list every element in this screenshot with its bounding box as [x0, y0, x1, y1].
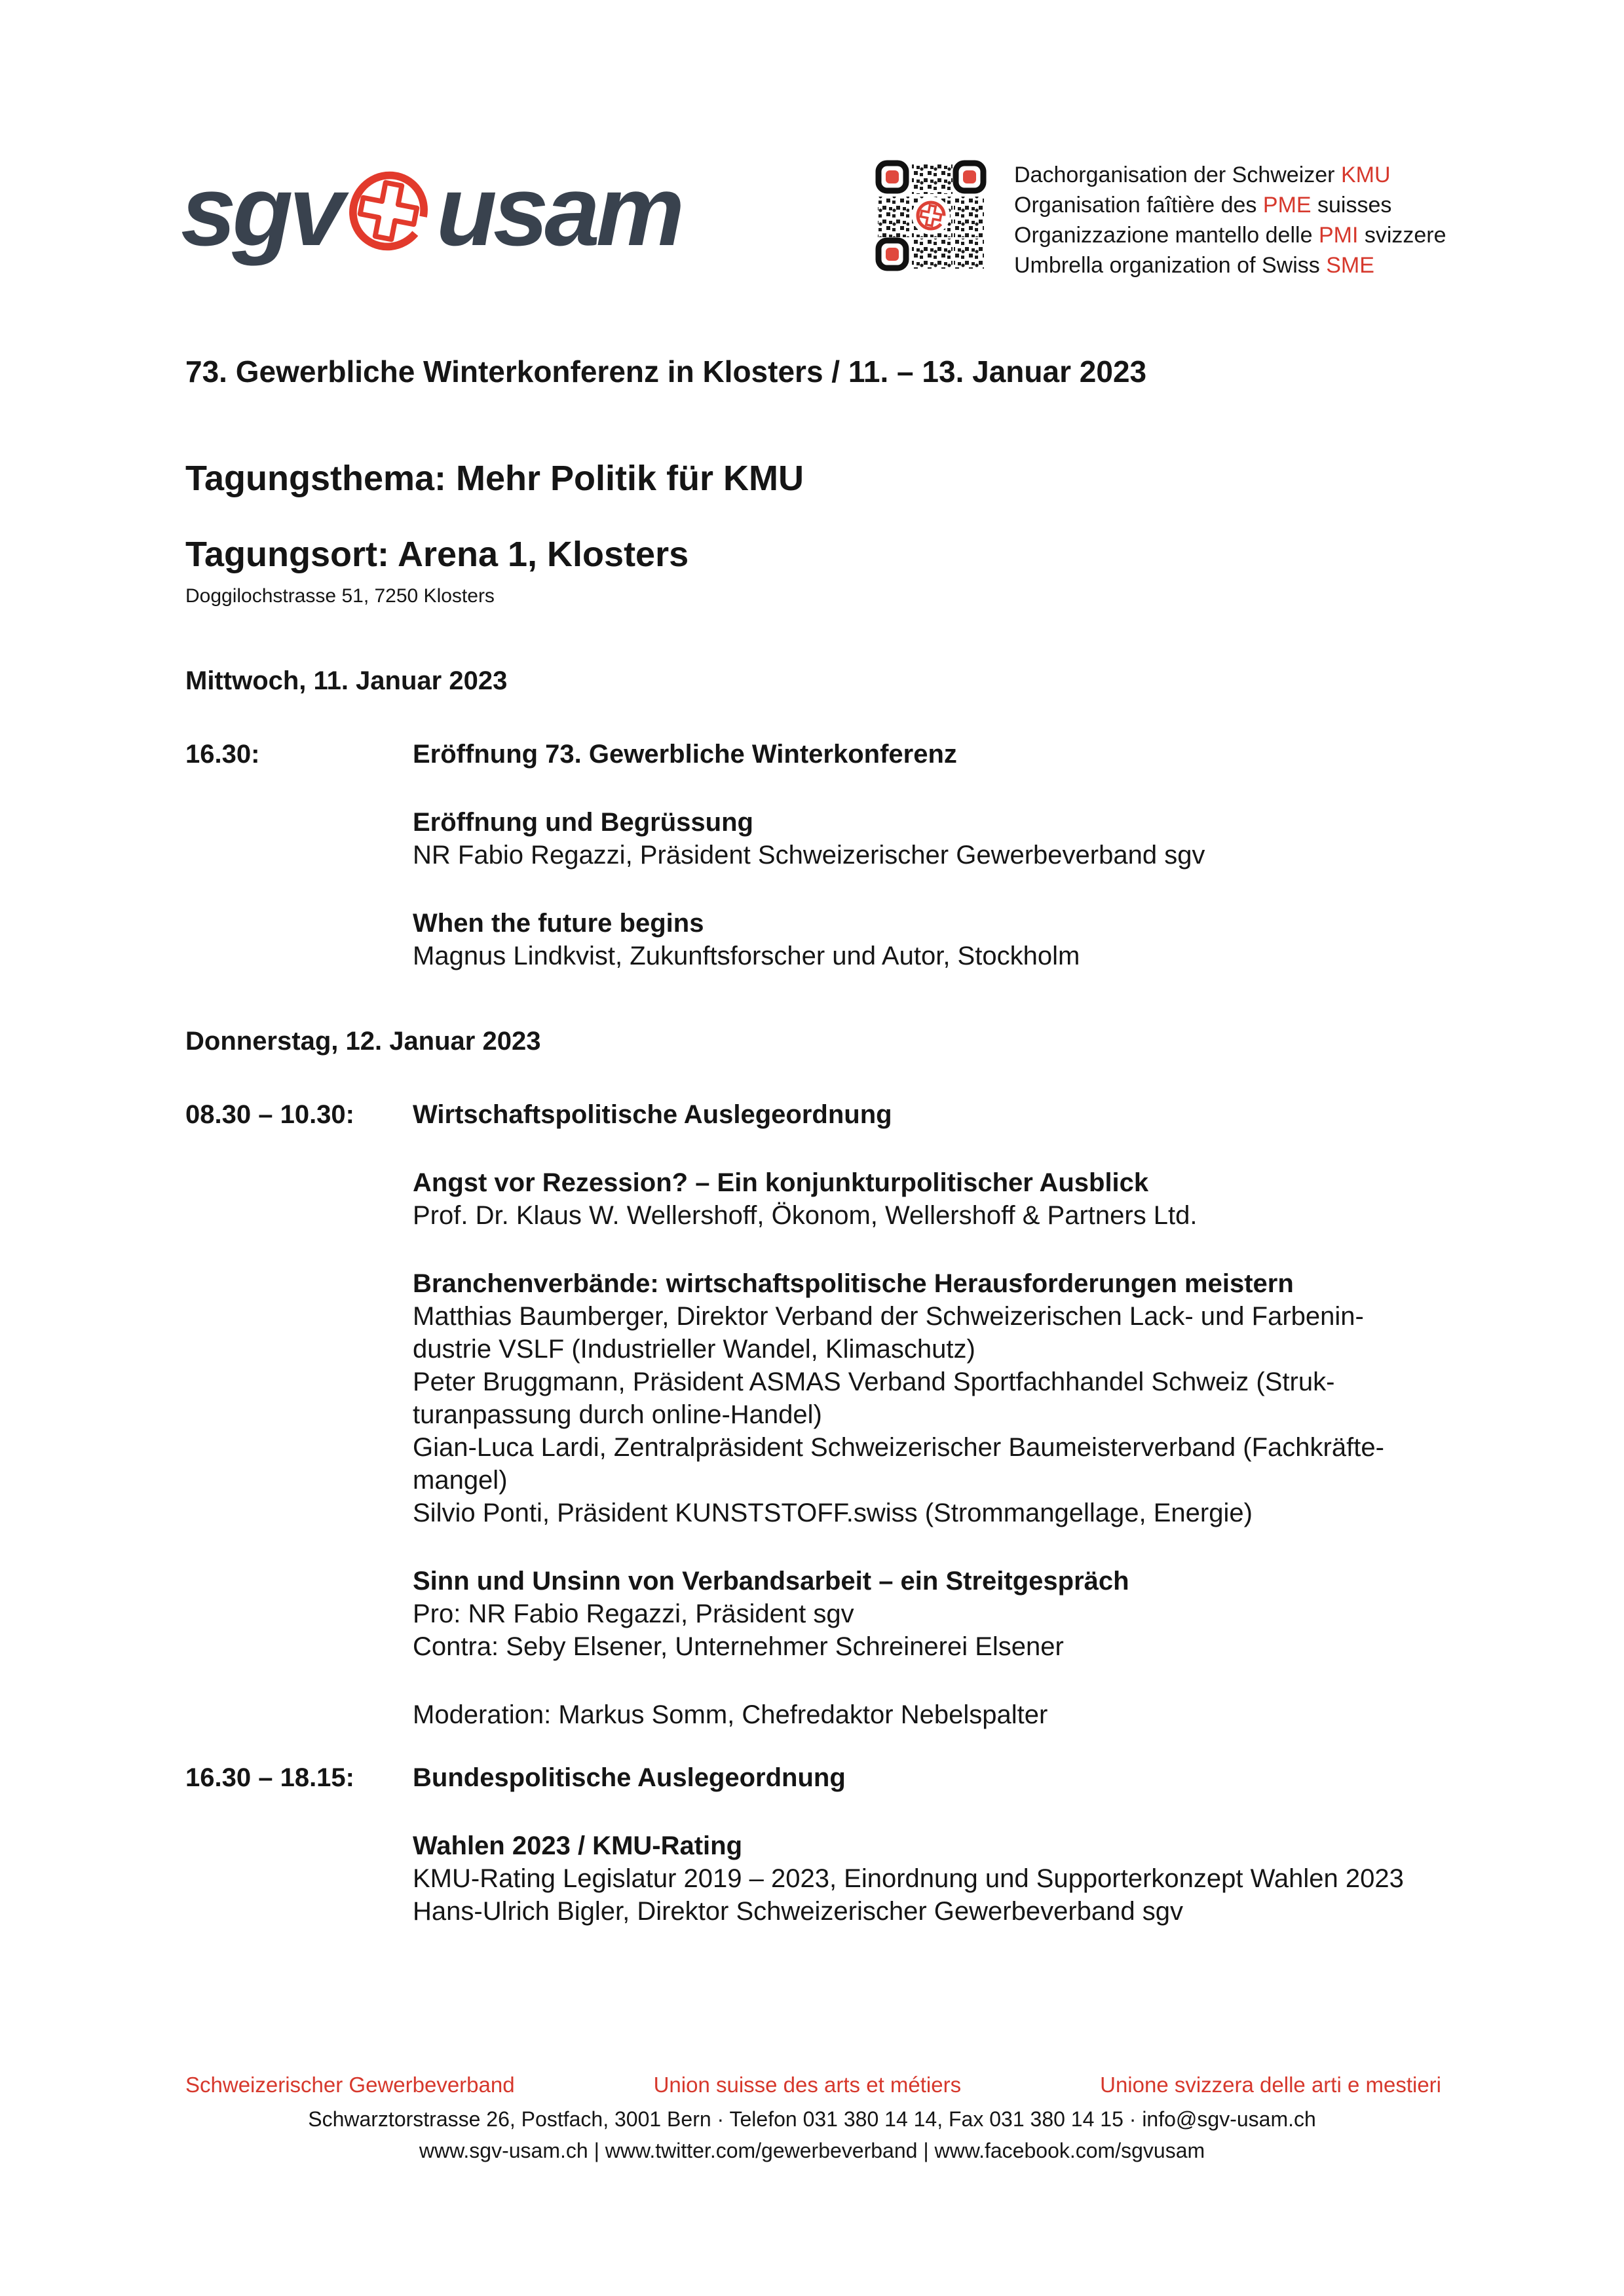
agenda-item-title: When the future begins [413, 909, 704, 938]
agenda-item [413, 907, 1441, 972]
tagline-text: Organizzazione mantello delle [1014, 223, 1319, 248]
session-time: 16.30 – 18.15: [185, 1763, 354, 1792]
org-tagline-it [1014, 220, 1446, 250]
logo-text-sgv: sgv [181, 155, 341, 267]
theme-heading: Tagungsthema: Mehr Politik für KMU [185, 459, 804, 498]
tagline-text: suisses [1311, 193, 1392, 218]
session-title: Bundespolitische Auslegeordnung [413, 1763, 846, 1792]
agenda-item-title: Angst vor Rezession? – Ein konjunkturpolitischer Ausblick [413, 1168, 1149, 1197]
agenda-item-line: Matthias Baumberger, Direktor Verband der Schweizerischen Lack- und Farbenin- [413, 1302, 1364, 1331]
agenda-item [413, 1829, 1441, 1928]
tagline-abbr: PME [1262, 193, 1312, 218]
footer-websites: www.sgv-usam.ch | www.twitter.com/gewerbeverband | www.facebook.com/sgvusam [419, 2139, 1205, 2162]
agenda-item-line: Contra: Seby Elsener, Unternehmer Schreinerei Elsener [413, 1632, 1064, 1661]
agenda-item-line: Hans-Ulrich Bigler, Direktor Schweizerischer Gewerbeverband sgv [413, 1897, 1183, 1926]
agenda-item-title: Branchenverbände: wirtschaftspolitische Herausforderungen meistern [413, 1269, 1294, 1298]
org-tagline-en [1014, 250, 1446, 280]
session-time: 08.30 – 10.30: [185, 1100, 354, 1129]
agenda-item-line: KMU-Rating Legislatur 2019 – 2023, Einordnung und Supporterkonzept Wahlen 2023 [413, 1864, 1404, 1893]
tagline-abbr: SME [1326, 253, 1374, 278]
agenda-item-moderation [413, 1698, 1441, 1731]
tagline-abbr: KMU [1340, 163, 1391, 187]
agenda-item-line: mangel) [413, 1466, 508, 1495]
agenda-item-line: NR Fabio Regazzi, Präsident Schweizerischer Gewerbeverband sgv [413, 841, 1205, 870]
tagline-text: Organisation faîtière des [1014, 193, 1263, 218]
venue-heading: Tagungsort: Arena 1, Klosters [185, 535, 689, 574]
footer-org-fr: Union suisse des arts et métiers [653, 2073, 962, 2097]
qr-code [873, 157, 989, 274]
footer-org-de: Schweizerischer Gewerbeverband [185, 2073, 515, 2097]
session-opening [185, 738, 1441, 972]
document-body [185, 353, 1441, 1928]
swiss-cross-emblem-icon [347, 170, 430, 252]
session-content [413, 738, 1441, 972]
agenda-item-title: Eröffnung und Begrüssung [413, 808, 753, 837]
agenda-item [413, 1565, 1441, 1663]
agenda-item-line: Prof. Dr. Klaus W. Wellershoff, Ökonom, Wellershoff & Partners Ltd. [413, 1201, 1198, 1230]
footer-org-it: Unione svizzera delle arti e mestieri [1100, 2073, 1441, 2097]
session-content [413, 1761, 1441, 1928]
session-federal-policy [185, 1761, 1441, 1928]
org-tagline-fr [1014, 190, 1446, 220]
day1-heading: Mittwoch, 11. Januar 2023 [185, 666, 508, 695]
tagline-text: Dachorganisation der Schweizer [1014, 163, 1341, 187]
session-content [413, 1098, 1441, 1731]
session-economic-policy [185, 1098, 1441, 1731]
agenda-item [413, 806, 1441, 871]
tagline-abbr: PMI [1318, 223, 1359, 248]
agenda-item-title: Wahlen 2023 / KMU-Rating [413, 1831, 743, 1860]
agenda-item-line: Gian-Luca Lardi, Zentralpräsident Schweizerischer Baumeisterverband (Fachkräfte- [413, 1433, 1384, 1462]
tagline-text: svizzere [1358, 223, 1446, 248]
agenda-item-line: Moderation: Markus Somm, Chefredaktor Nebelspalter [413, 1700, 1048, 1729]
tagline-text: Umbrella organization of Swiss [1014, 253, 1327, 278]
conference-title: 73. Gewerbliche Winterkonferenz in Klosters / 11. – 13. Januar 2023 [185, 354, 1147, 389]
agenda-item-line: Peter Bruggmann, Präsident ASMAS Verband Sportfachhandel Schweiz (Struk- [413, 1368, 1335, 1396]
agenda-item-line: Silvio Ponti, Präsident KUNSTSTOFF.swiss (Strommangellage, Energie) [413, 1499, 1253, 1527]
agenda-item-title: Sinn und Unsinn von Verbandsarbeit – ein Streitgespräch [413, 1567, 1129, 1596]
session-title: Wirtschaftspolitische Auslegeordnung [413, 1100, 892, 1129]
agenda-item-line: dustrie VSLF (Industrieller Wandel, Klimaschutz) [413, 1335, 975, 1364]
venue-address: Doggilochstrasse 51, 7250 Klosters [185, 585, 495, 607]
org-taglines [1014, 160, 1446, 280]
logo-text-usam: usam [436, 155, 681, 267]
agenda-item-line: turanpassung durch online-Handel) [413, 1400, 822, 1429]
footer-address: Schwarztorstrasse 26, Postfach, 3001 Bern · Telefon 031 380 14 14, Fax 031 380 14 15 · info@sgv-usam.ch [308, 2107, 1316, 2131]
footer-org-names [185, 2072, 1441, 2098]
day2-heading: Donnerstag, 12. Januar 2023 [185, 1027, 541, 1056]
session-title: Eröffnung 73. Gewerbliche Winterkonferenz [413, 740, 957, 769]
agenda-item [413, 1267, 1441, 1529]
session-time: 16.30: [185, 740, 260, 769]
agenda-item-line: Pro: NR Fabio Regazzi, Präsident sgv [413, 1599, 854, 1628]
agenda-item-line: Magnus Lindkvist, Zukunftsforscher und Autor, Stockholm [413, 942, 1080, 970]
company-logo [181, 155, 681, 267]
agenda-item [413, 1166, 1441, 1232]
org-tagline-de [1014, 160, 1446, 190]
